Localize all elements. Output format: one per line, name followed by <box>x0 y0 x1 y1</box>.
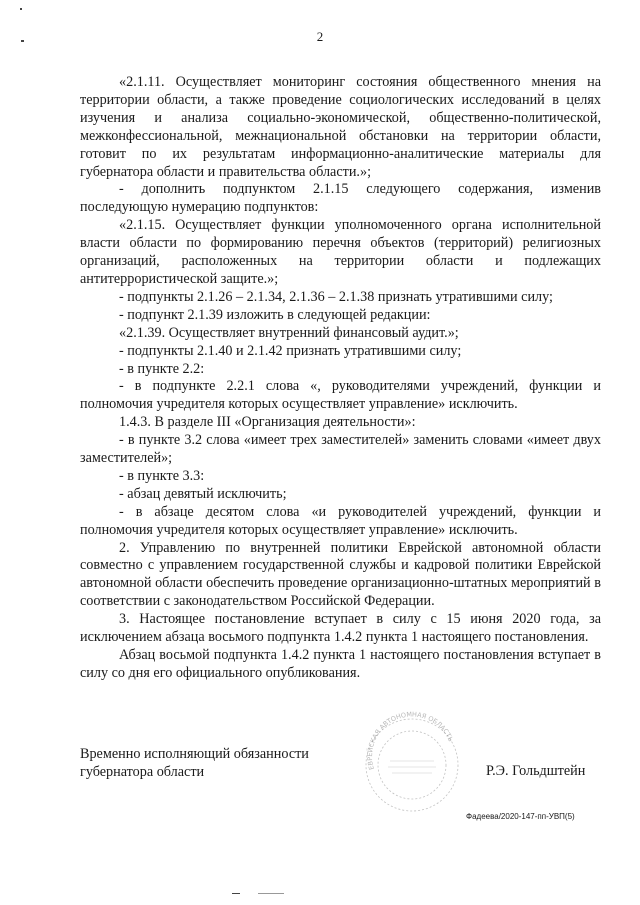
paragraph-repeal-2-1-26: - подпункты 2.1.26 – 2.1.34, 2.1.36 – 2.1.38 признать утратившими силу; <box>119 288 553 305</box>
paragraph-amend-2-1-39: - подпункт 2.1.39 изложить в следующей редакции: <box>119 306 431 323</box>
paragraph-point-3-3: - в пункте 3.3: <box>119 467 205 484</box>
signer-position-line1: Временно исполняющий обязанности <box>80 746 309 762</box>
stamp-text: ЕВРЕЙСКАЯ АВТОНОМНАЯ ОБЛАСТЬ <box>365 710 455 771</box>
paragraph-2-1-15: «2.1.15. Осуществляет функции уполномоченного органа исполнительной власти области по формированию перечня объектов (территорий) религиозных организаций, расположенных на территории области и подлежащих антитеррористической защите.»; <box>80 217 601 287</box>
scan-speck <box>232 893 240 894</box>
signer-position-line2: губернатора области <box>80 764 205 780</box>
paragraph-repeal-2-1-40: - подпункты 2.1.40 и 2.1.42 признать утратившими силу; <box>119 342 462 359</box>
paragraph-2-1-39: «2.1.39. Осуществляет внутренний финансовый аудит.»; <box>119 324 459 341</box>
scan-speck <box>20 8 22 10</box>
paragraph-clause-2: 2. Управлению по внутренней политики Еврейской автономной области совместно с управлением государственной службы и кадровой политики Еврейской автономной области обеспечить проведение организационно-штатных мероприятий в соответствии с законодательством Российской Федерации. <box>80 539 601 610</box>
paragraph-point-3-2: - в пункте 3.2 слова «имеет трех заместителей» заменить словами «имеет двух заместителей»; <box>80 432 601 467</box>
paragraph-1-4-3: 1.4.3. В разделе III «Организация деятельности»: <box>119 414 416 431</box>
paragraph-point-2-2: - в пункте 2.2: <box>119 360 205 377</box>
scan-speck <box>258 893 284 894</box>
paragraph-clause-3: 3. Настоящее постановление вступает в силу с 15 июня 2020 года, за исключением абзаца восьмого подпункта 1.4.2 пункта 1 настоящего постановления. <box>80 611 601 646</box>
document-body <box>80 74 601 683</box>
signer-position <box>80 745 309 781</box>
page-number: 2 <box>316 29 324 44</box>
paragraph-2-2-1: - в подпункте 2.2.1 слова «, руководителями учреждений, функции и полномочия учредителя которых осуществляет управление» исключить. <box>80 378 601 413</box>
official-stamp <box>352 707 472 817</box>
paragraph-abzac-9: - абзац девятый исключить; <box>119 485 287 502</box>
paragraph-abzac-10: - в абзаце десятом слова «и руководителей учреждений, функции и полномочия учредителя которых осуществляет управление» исключить. <box>80 503 601 538</box>
paragraph-add-2-1-15: - дополнить подпунктом 2.1.15 следующего содержания, изменив последующую нумерацию подпунктов: <box>80 181 601 216</box>
signer-name: Р.Э. Гольдштейн <box>486 763 586 779</box>
paragraph-effective: Абзац восьмой подпункта 1.4.2 пункта 1 настоящего постановления вступает в силу со дня его официального опубликования. <box>80 647 601 681</box>
paragraph-2-1-11: «2.1.11. Осуществляет мониторинг состояния общественного мнения на территории области, а также проведение социологических исследований в целях изучения и анализа социально-экономической, общественно-политической, межконфессиональной, межнациональной обстановки на территории области, готовит по их результатам информационно-аналитические материалы для губернатора области и правительства области.»; <box>80 74 601 180</box>
executor-reference: Фадеева/2020-147-пп-УВП(5) <box>466 812 575 821</box>
